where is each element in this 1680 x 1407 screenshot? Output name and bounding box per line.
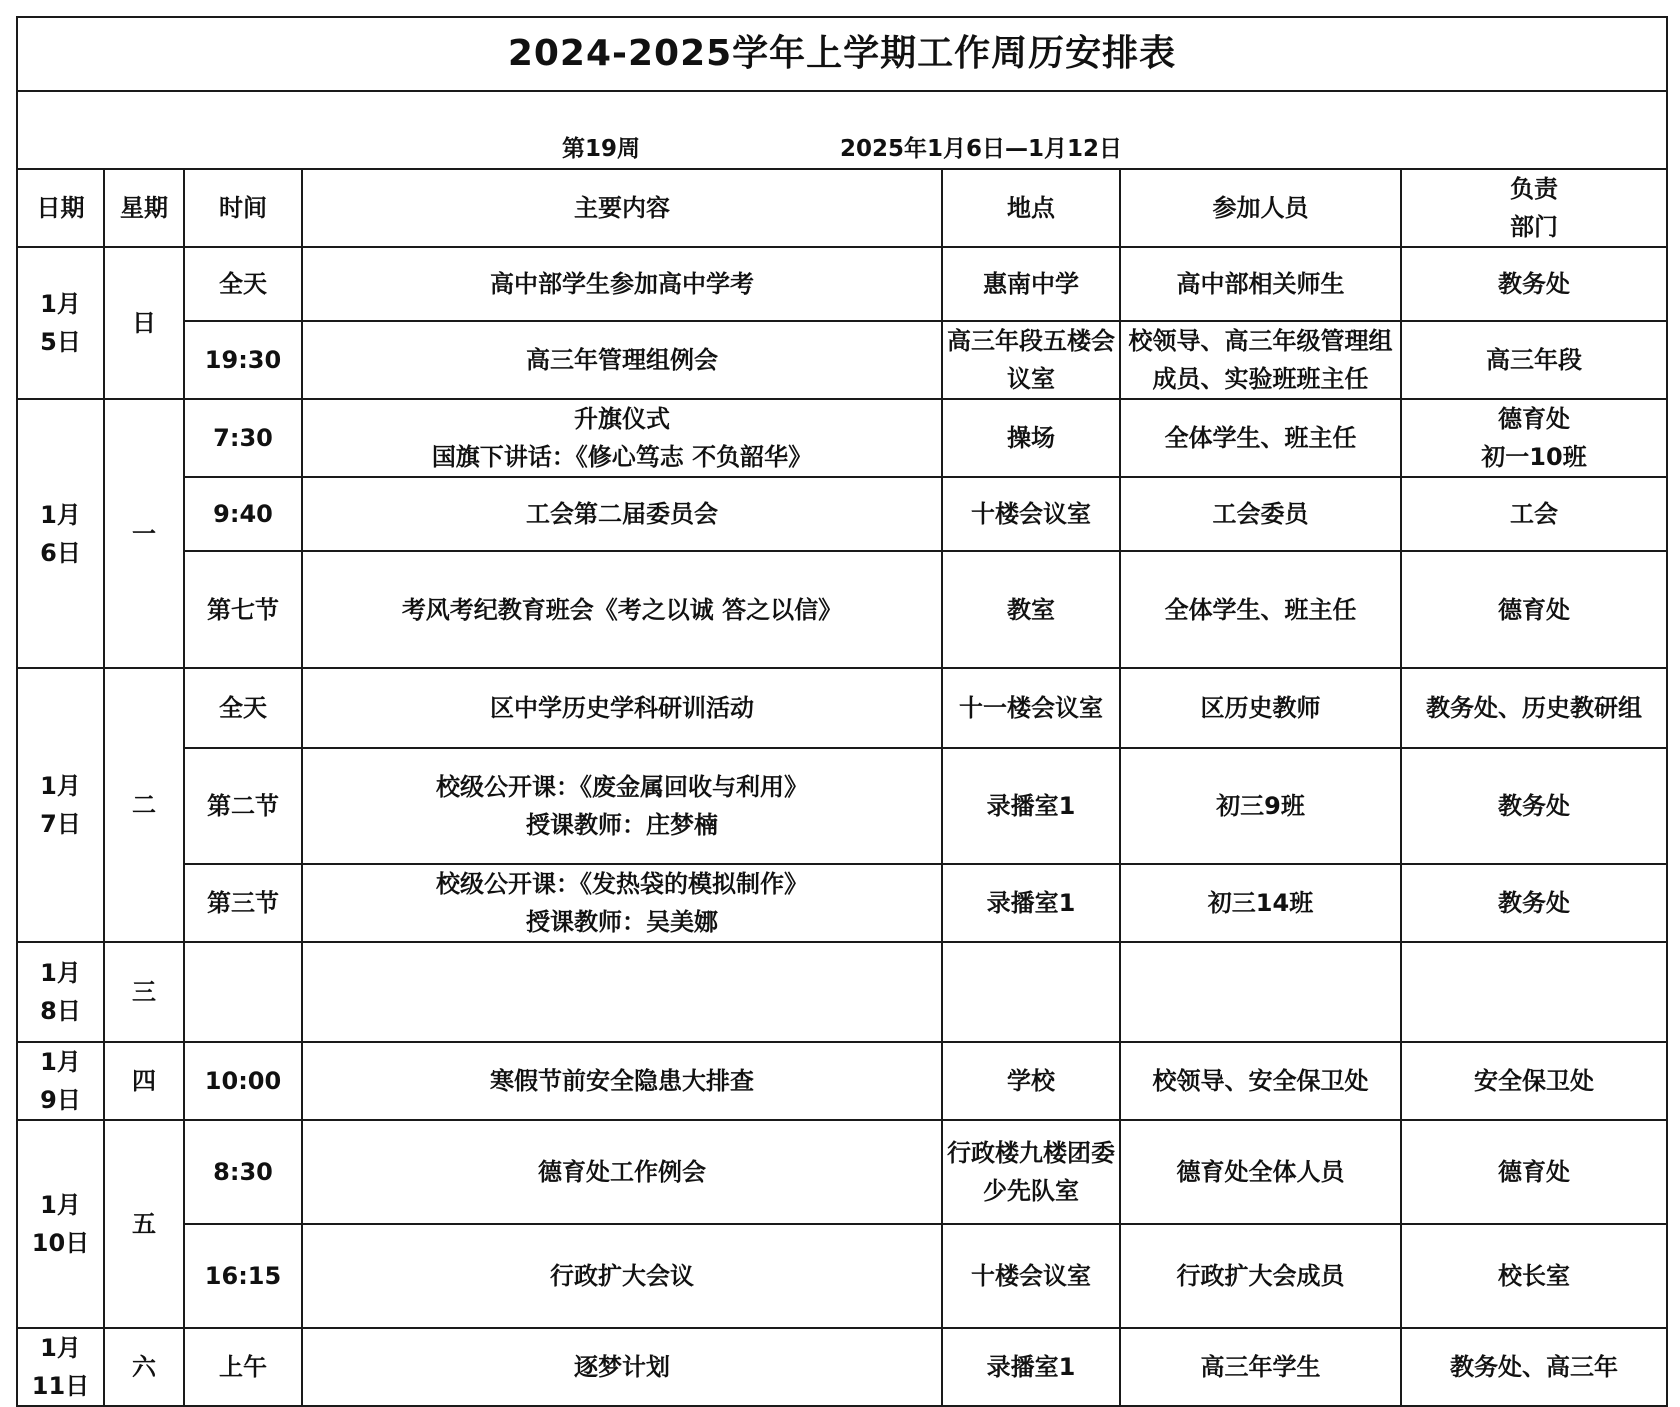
time-cell: 第三节 — [184, 864, 302, 942]
participants-cell: 高三年学生 — [1120, 1328, 1401, 1406]
weekday-cell: 三 — [104, 942, 184, 1042]
time-cell: 10:00 — [184, 1042, 302, 1120]
content-cell: 工会第二届委员会 — [302, 477, 942, 551]
department-cell: 教务处 — [1401, 864, 1667, 942]
time-cell: 7:30 — [184, 399, 302, 477]
schedule-table — [16, 16, 1668, 1407]
department-cell: 德育处 初一10班 — [1401, 399, 1667, 477]
department-cell: 教务处、高三年 — [1401, 1328, 1667, 1406]
department-cell: 德育处 — [1401, 551, 1667, 668]
date-cell: 1月 11日 — [17, 1328, 104, 1406]
weekday-cell: 一 — [104, 399, 184, 668]
participants-cell: 初三9班 — [1120, 748, 1401, 864]
time-cell: 8:30 — [184, 1120, 302, 1224]
participants-cell: 区历史教师 — [1120, 668, 1401, 748]
header-weekday: 星期 — [104, 169, 184, 247]
department-cell: 教务处 — [1401, 247, 1667, 321]
department-cell: 安全保卫处 — [1401, 1042, 1667, 1120]
weekday-cell: 五 — [104, 1120, 184, 1328]
location-cell: 惠南中学 — [942, 247, 1120, 321]
page-title: 2024-2025学年上学期工作周历安排表 — [17, 17, 1667, 91]
time-cell: 上午 — [184, 1328, 302, 1406]
table-row — [17, 942, 1667, 1042]
table-row — [17, 1042, 1667, 1120]
department-cell: 工会 — [1401, 477, 1667, 551]
time-cell: 全天 — [184, 247, 302, 321]
table-row — [17, 551, 1667, 668]
weekday-cell: 日 — [104, 247, 184, 399]
location-cell: 十楼会议室 — [942, 1224, 1120, 1328]
table-row — [17, 1120, 1667, 1224]
location-cell: 高三年段五楼会议室 — [942, 321, 1120, 399]
time-cell: 全天 — [184, 668, 302, 748]
content-cell: 逐梦计划 — [302, 1328, 942, 1406]
date-cell: 1月 10日 — [17, 1120, 104, 1328]
department-cell — [1401, 942, 1667, 1042]
date-cell: 1月 9日 — [17, 1042, 104, 1120]
time-cell: 第二节 — [184, 748, 302, 864]
content-cell: 校级公开课：《发热袋的模拟制作》 授课教师：吴美娜 — [302, 864, 942, 942]
location-cell: 录播室1 — [942, 864, 1120, 942]
weekday-cell: 四 — [104, 1042, 184, 1120]
header-participants: 参加人员 — [1120, 169, 1401, 247]
content-cell: 考风考纪教育班会《考之以诚 答之以信》 — [302, 551, 942, 668]
header-date: 日期 — [17, 169, 104, 247]
week-date-range: 2025年1月6日—1月12日 — [839, 136, 1123, 162]
department-cell: 校长室 — [1401, 1224, 1667, 1328]
department-cell: 教务处 — [1401, 748, 1667, 864]
date-cell: 1月 8日 — [17, 942, 104, 1042]
header-content: 主要内容 — [302, 169, 942, 247]
participants-cell: 高中部相关师生 — [1120, 247, 1401, 321]
weekday-cell: 二 — [104, 668, 184, 942]
department-cell: 德育处 — [1401, 1120, 1667, 1224]
content-cell: 区中学历史学科研训活动 — [302, 668, 942, 748]
location-cell: 操场 — [942, 399, 1120, 477]
content-cell: 高中部学生参加高中学考 — [302, 247, 942, 321]
content-cell — [302, 942, 942, 1042]
time-cell — [184, 942, 302, 1042]
table-row — [17, 864, 1667, 942]
participants-cell: 工会委员 — [1120, 477, 1401, 551]
table-row — [17, 668, 1667, 748]
date-cell: 1月 5日 — [17, 247, 104, 399]
location-cell: 十一楼会议室 — [942, 668, 1120, 748]
participants-cell: 行政扩大会成员 — [1120, 1224, 1401, 1328]
table-row — [17, 399, 1667, 477]
department-cell: 高三年段 — [1401, 321, 1667, 399]
weekday-cell: 六 — [104, 1328, 184, 1406]
time-cell: 9:40 — [184, 477, 302, 551]
participants-cell: 德育处全体人员 — [1120, 1120, 1401, 1224]
table-row — [17, 477, 1667, 551]
participants-cell: 全体学生、班主任 — [1120, 399, 1401, 477]
table-row — [17, 321, 1667, 399]
location-cell: 学校 — [942, 1042, 1120, 1120]
participants-cell: 初三14班 — [1120, 864, 1401, 942]
time-cell: 第七节 — [184, 551, 302, 668]
table-row — [17, 748, 1667, 864]
content-cell: 行政扩大会议 — [302, 1224, 942, 1328]
participants-cell — [1120, 942, 1401, 1042]
header-time: 时间 — [184, 169, 302, 247]
time-cell: 19:30 — [184, 321, 302, 399]
participants-cell: 校领导、安全保卫处 — [1120, 1042, 1401, 1120]
content-cell: 升旗仪式 国旗下讲话：《修心笃志 不负韶华》 — [302, 399, 942, 477]
date-cell: 1月 6日 — [17, 399, 104, 668]
content-cell: 高三年管理组例会 — [302, 321, 942, 399]
department-cell: 教务处、历史教研组 — [1401, 668, 1667, 748]
participants-cell: 全体学生、班主任 — [1120, 551, 1401, 668]
location-cell: 录播室1 — [942, 748, 1120, 864]
table-row — [17, 247, 1667, 321]
location-cell: 录播室1 — [942, 1328, 1120, 1406]
content-cell: 德育处工作例会 — [302, 1120, 942, 1224]
table-row — [17, 1328, 1667, 1406]
table-row — [17, 1224, 1667, 1328]
date-cell: 1月 7日 — [17, 668, 104, 942]
header-location: 地点 — [942, 169, 1120, 247]
header-department: 负责 部门 — [1401, 169, 1667, 247]
content-cell: 寒假节前安全隐患大排查 — [302, 1042, 942, 1120]
participants-cell: 校领导、高三年级管理组成员、实验班班主任 — [1120, 321, 1401, 399]
location-cell: 教室 — [942, 551, 1120, 668]
location-cell: 行政楼九楼团委少先队室 — [942, 1120, 1120, 1224]
content-cell: 校级公开课：《废金属回收与利用》 授课教师：庄梦楠 — [302, 748, 942, 864]
location-cell — [942, 942, 1120, 1042]
time-cell: 16:15 — [184, 1224, 302, 1328]
week-info — [17, 91, 1667, 169]
location-cell: 十楼会议室 — [942, 477, 1120, 551]
week-number: 第19周 — [561, 136, 640, 162]
